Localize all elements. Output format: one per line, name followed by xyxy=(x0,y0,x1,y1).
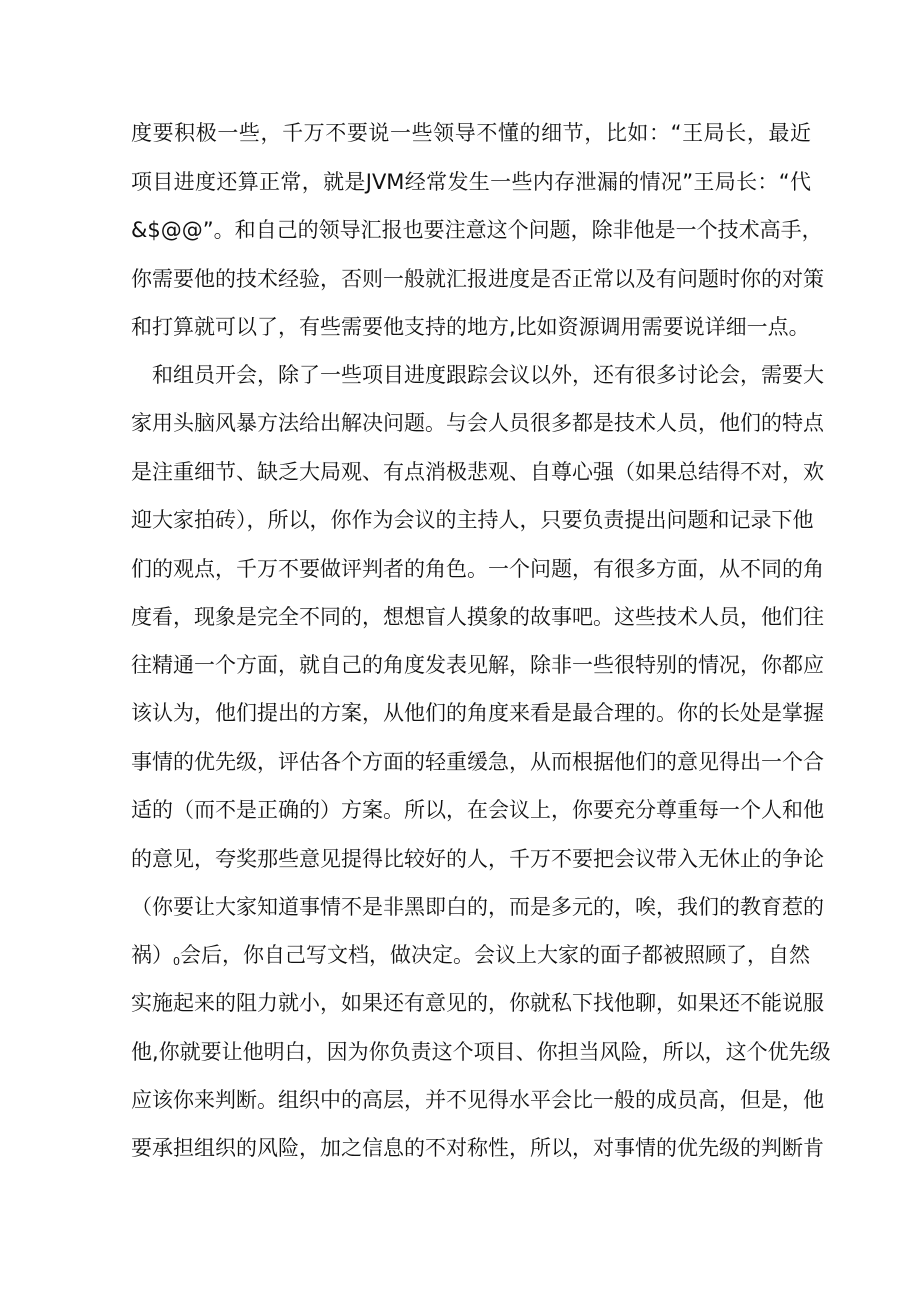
paragraph-2-line-15: 他,你就要让他明白，因为你负责这个项目、你担当风险，所以，这个优先级 xyxy=(131,1040,831,1064)
paragraph-2-line-17: 要承担组织的风险，加之信息的不对称性，所以，对事情的优先级的判断肯 xyxy=(131,1136,824,1160)
paragraph-2-line-3: 是注重细节、缺乏大局观、有点消极悲观、自尊心强（如果总结得不对，欢 xyxy=(131,460,824,484)
paragraph-2-line-11: 的意见，夸奖那些意见提得比较好的人，千万不要把会议带入无休止的争论 xyxy=(131,847,824,871)
paragraph-2-line-16: 应该你来判断。组织中的高层，并不见得水平会比一般的成员高，但是，他 xyxy=(131,1088,824,1112)
paragraph-2-line-14: 实施起来的阻力就小，如果还有意见的，你就私下找他聊，如果还不能说服 xyxy=(131,991,824,1015)
paragraph-2-line-9: 事情的优先级，评估各个方面的轻重缓急，从而根据他们的意见得出一个合 xyxy=(131,750,824,774)
paragraph-2-line-12: （你要让大家知道事情不是非黑即白的，而是多元的，唉，我们的教育惹的 xyxy=(131,895,824,919)
paragraph-2-line-5: 们的观点，千万不要做评判者的角色。一个问题，有很多方面，从不同的角 xyxy=(131,557,824,581)
paragraph-line-3: &$@@”。和自己的领导汇报也要注意这个问题，除非他是一个技术高手， xyxy=(131,218,823,242)
paragraph-2-line-13 xyxy=(131,932,811,978)
paragraph-line-2: 项目进度还算正常，就是JVM经常发生一些内存泄漏的情况”王局长：“代 xyxy=(131,170,811,194)
paragraph-line-1: 度要积极一些，千万不要说一些领导不懂的细节，比如：“王局长，最近 xyxy=(131,121,811,145)
line-13-rest: 会后，你自己写文档，做决定。会议上大家的面子都被照顾了，自然 xyxy=(180,943,810,967)
paragraph-2-line-2: 家用头脑风暴方法给出解决问题。与会人员很多都是技术人员，他们的特点 xyxy=(131,411,824,435)
paragraph-2-line-10: 适的（而不是正确的）方案。所以，在会议上，你要充分尊重每一个人和他 xyxy=(131,798,824,822)
paragraph-line-5: 和打算就可以了，有些需要他支持的地方,比如资源调用需要说详细一点。 xyxy=(131,315,810,339)
ocr-artifact-zero: 0 xyxy=(173,955,180,968)
paragraph-2-line-8: 该认为，他们提出的方案，从他们的角度来看是最合理的。你的长处是掌握 xyxy=(131,701,824,725)
paragraph-2-line-6: 度看，现象是完全不同的，想想盲人摸象的故事吧。这些技术人员，他们往 xyxy=(131,605,824,629)
paragraph-2-line-7: 往精通一个方面，就自己的角度发表见解，除非一些很特别的情况，你都应 xyxy=(131,653,824,677)
paragraph-line-4: 你需要他的技术经验，否则一般就汇报进度是否正常以及有问题时你的对策 xyxy=(131,267,824,291)
paragraph-2-line-4: 迎大家拍砖），所以，你作为会议的主持人，只要负责提出问题和记录下他 xyxy=(131,508,814,532)
line-13-start: 祸） xyxy=(131,943,173,967)
paragraph-2-line-1: 和组员开会，除了一些项目进度跟踪会议以外，还有很多讨论会，需要大 xyxy=(152,363,824,387)
